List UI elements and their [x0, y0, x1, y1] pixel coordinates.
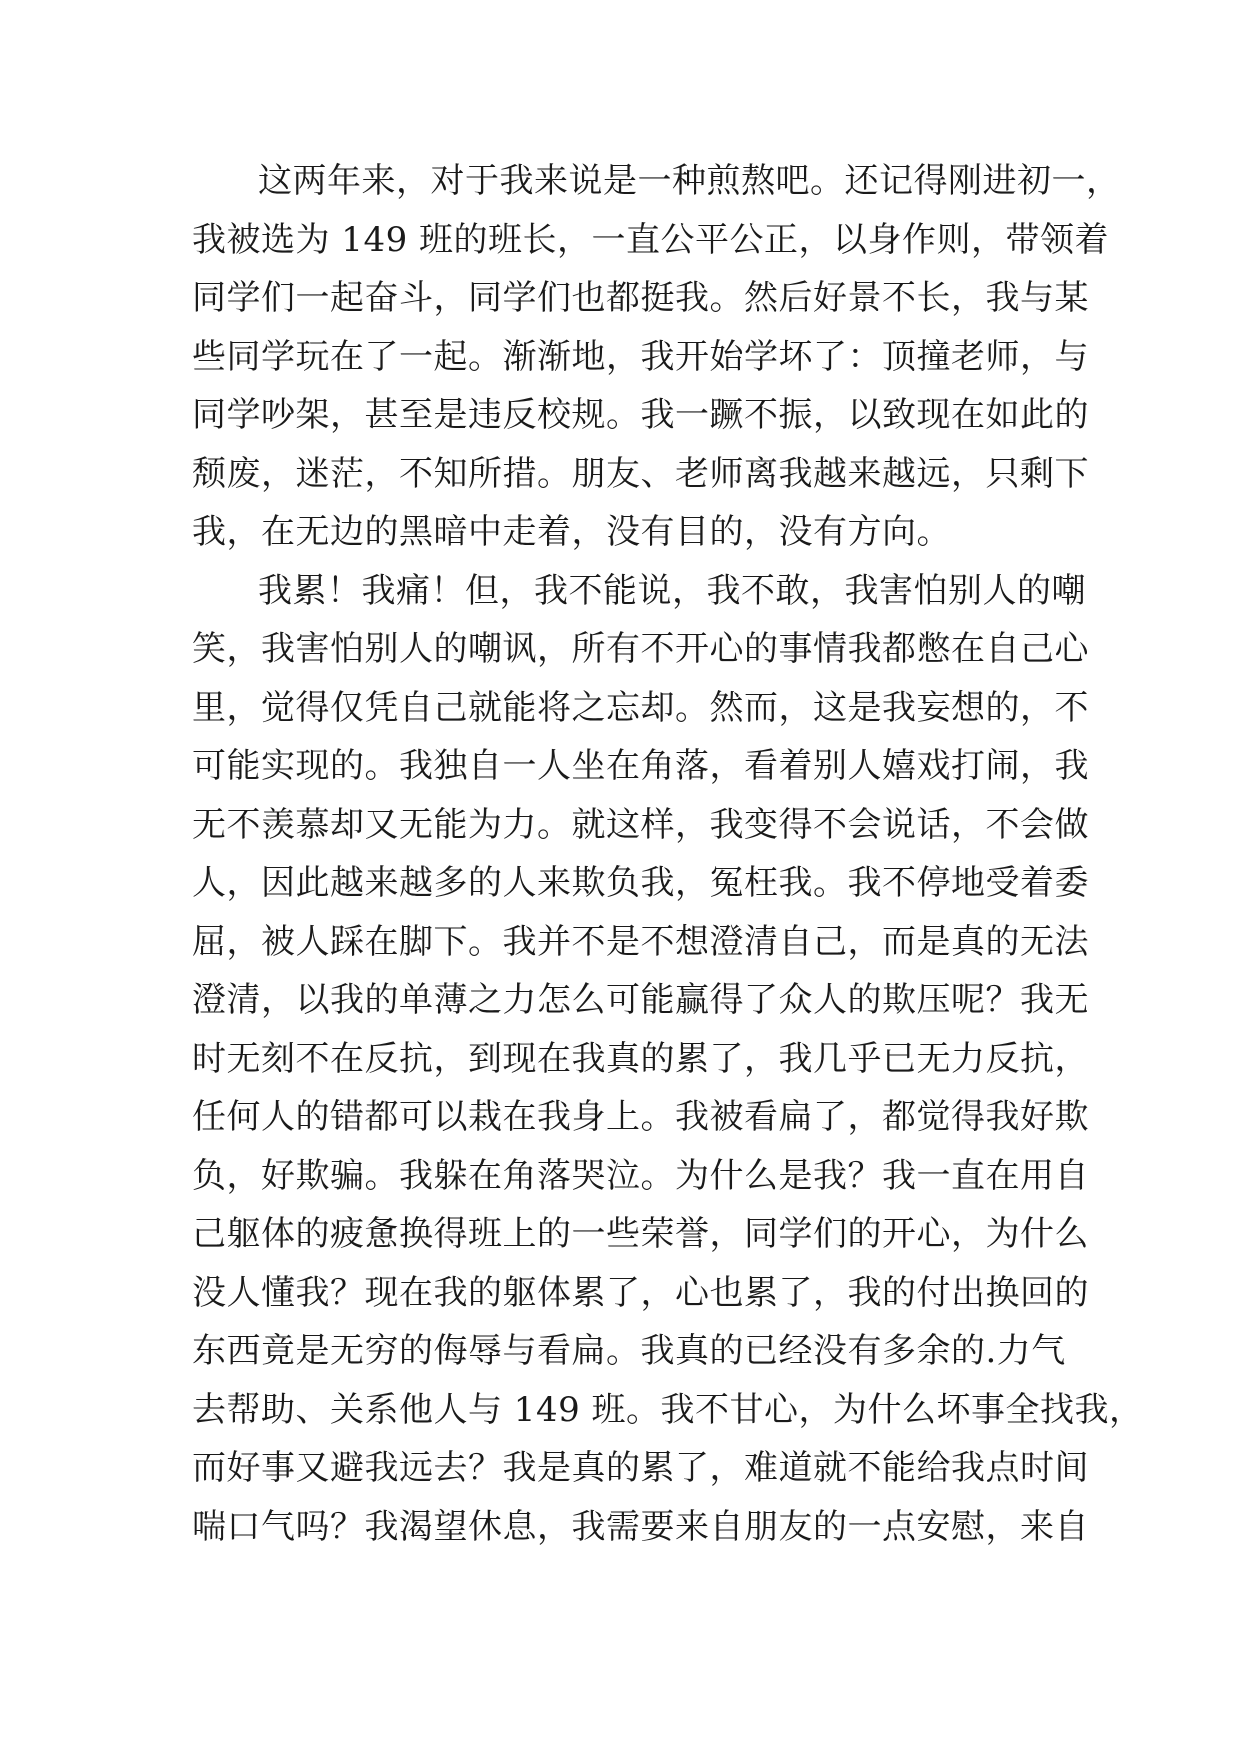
text-line: 时无刻不在反抗，到现在我真的累了，我几乎已无力反抗，: [192, 1038, 1089, 1079]
text-line: 可能实现的。我独自一人坐在角落，看着别人嬉戏打闹，我: [192, 746, 1089, 786]
text-line: 而好事又避我远去？我是真的累了，难道就不能给我点时间: [192, 1448, 1089, 1488]
text-line: 这两年来，对于我来说是一种煎熬吧。还记得刚进初一，: [258, 161, 1121, 201]
text-line: 人，因此越来越多的人来欺负我，冤枉我。我不停地受着委: [192, 863, 1089, 903]
text-line: 屈，被人踩在脚下。我并不是不想澄清自己，而是真的无法: [192, 921, 1089, 962]
paragraph-1: [192, 152, 1121, 562]
text-line: 笑，我害怕别人的嘲讽，所有不开心的事情我都憋在自己心: [192, 629, 1089, 669]
text-line: 些同学玩在了一起。渐渐地，我开始学坏了：顶撞老师，与: [192, 336, 1089, 377]
text-line: 里，觉得仅凭自己就能将之忘却。然而，这是我妄想的，不: [192, 687, 1089, 728]
paragraph-2: [192, 562, 1144, 1557]
text-line: 无不羡慕却又无能为力。就这样，我变得不会说话，不会做: [192, 804, 1089, 845]
text-line: 没人懂我？现在我的躯体累了，心也累了，我的付出换回的: [192, 1272, 1089, 1313]
essay-body: [192, 152, 1144, 1556]
text-line: 去帮助、关系他人与 149 班。我不甘心，为什么坏事全找我，: [192, 1389, 1144, 1430]
text-line: 同学们一起奋斗，同学们也都挺我。然后好景不长，我与某: [192, 278, 1089, 318]
text-line: 负，好欺骗。我躲在角落哭泣。为什么是我？我一直在用自: [192, 1155, 1089, 1196]
text-line: 任何人的错都可以栽在我身上。我被看扁了，都觉得我好欺: [192, 1097, 1089, 1137]
text-line: 颓废，迷茫，不知所措。朋友、老师离我越来越远，只剩下: [192, 453, 1089, 494]
text-line: 喘口气吗？我渴望休息，我需要来自朋友的一点安慰，来自: [192, 1506, 1089, 1547]
text-line: 我，在无边的黑暗中走着，没有目的，没有方向。: [192, 512, 951, 552]
text-line: 我被选为 149 班的班长，一直公平公正，以身作则，带领着: [192, 219, 1110, 260]
text-line: 己躯体的疲惫换得班上的一些荣誉，同学们的开心，为什么: [192, 1214, 1089, 1254]
text-line: 东西竟是无穷的侮辱与看扁。我真的已经没有多余的.力气: [192, 1331, 1066, 1371]
text-line: 澄清，以我的单薄之力怎么可能赢得了众人的欺压呢？我无: [192, 980, 1089, 1020]
text-line: 同学吵架，甚至是违反校规。我一蹶不振，以致现在如此的: [192, 395, 1089, 435]
text-line: 我累！我痛！但，我不能说，我不敢，我害怕别人的嘲: [258, 570, 1086, 611]
